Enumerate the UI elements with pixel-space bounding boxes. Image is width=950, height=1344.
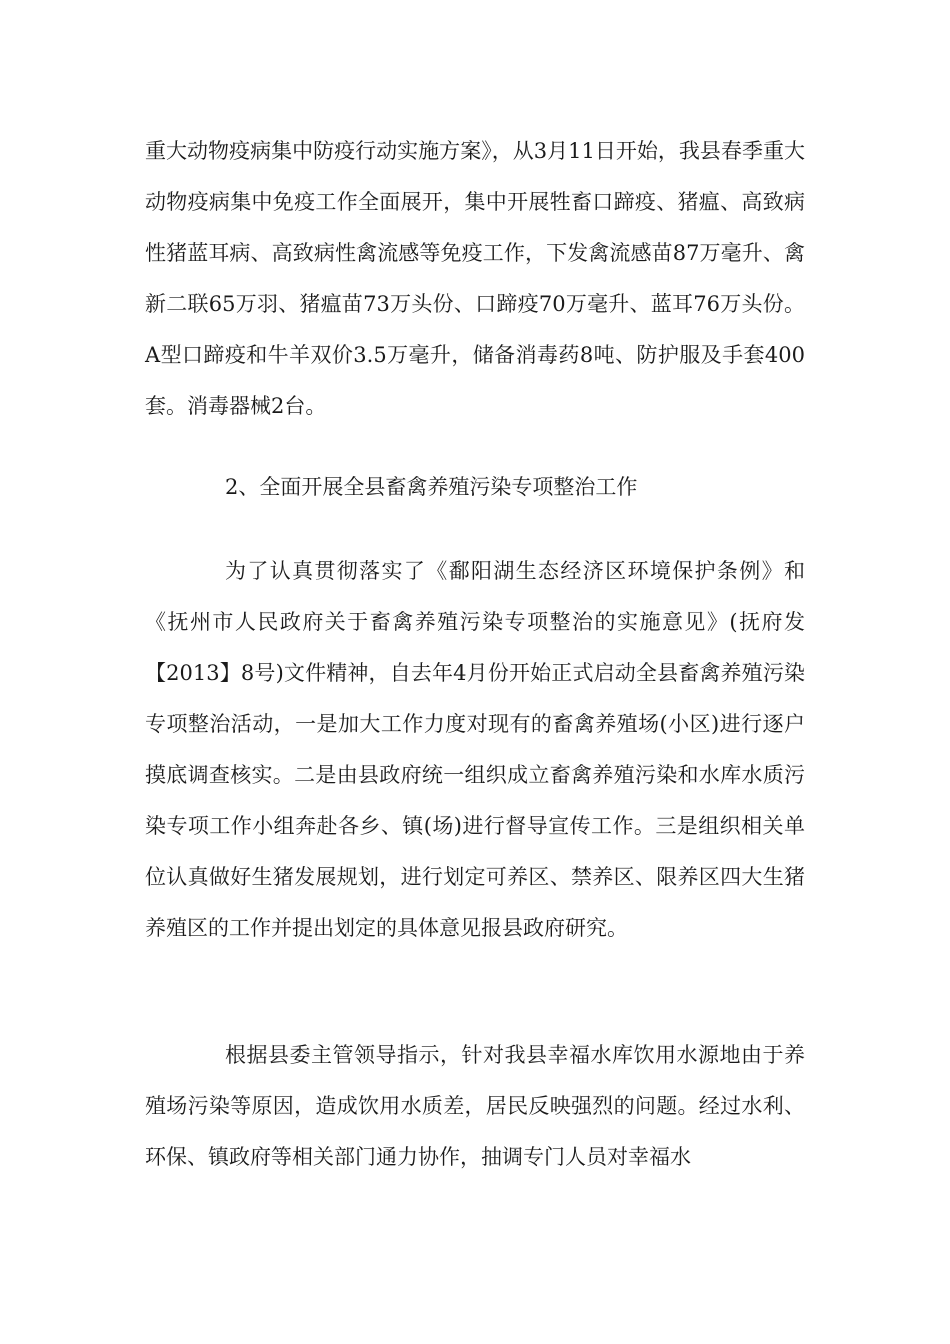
paragraph-pollution-rectification: 为了认真贯彻落实了《鄱阳湖生态经济区环境保护条例》和《抚州市人民政府关于畜禽养殖污染专项整治的实施意见》(抚府发【2013】8号)文件精神，自去年4月份开始正式启动全县畜禽养殖污染专项整治活动，一是加大工作力度对现有的畜禽养殖场(小区)进行逐户摸底调查核实。二是由县政府统一组织成立畜禽养殖污染和水库水质污染专项工作小组奔赴各乡、镇(场)进行督导宣传工作。三是组织相关单位认真做好生猪发展规划，进行划定可养区、禁养区、限养区四大生猪养殖区的工作并提出划定的具体意见报县政府研究。: [145, 559, 805, 940]
paragraph-immunization: 重大动物疫病集中防疫行动实施方案》，从3月11日开始，我县春季重大动物疫病集中免疫工作全面展开，集中开展牲畜口蹄疫、猪瘟、高致病性猪蓝耳病、高致病性禽流感等免疫工作，下发禽流感苗87万毫升、禽新二联65万羽、猪瘟苗73万头份、口蹄疫70万毫升、蓝耳76万头份。A型口蹄疫和牛羊双价3.5万毫升，储备消毒药8吨、防护服及手套400套。消毒器械2台。: [145, 139, 805, 418]
section-heading-pollution-rectification: 2、全面开展全县畜禽养殖污染专项整治工作: [225, 475, 638, 499]
paragraph-reservoir: 根据县委主管领导指示，针对我县幸福水库饮用水源地由于养殖场污染等原因，造成饮用水质差，居民反映强烈的问题。经过水利、环保、镇政府等相关部门通力协作，抽调专门人员对幸福水: [145, 1043, 805, 1169]
